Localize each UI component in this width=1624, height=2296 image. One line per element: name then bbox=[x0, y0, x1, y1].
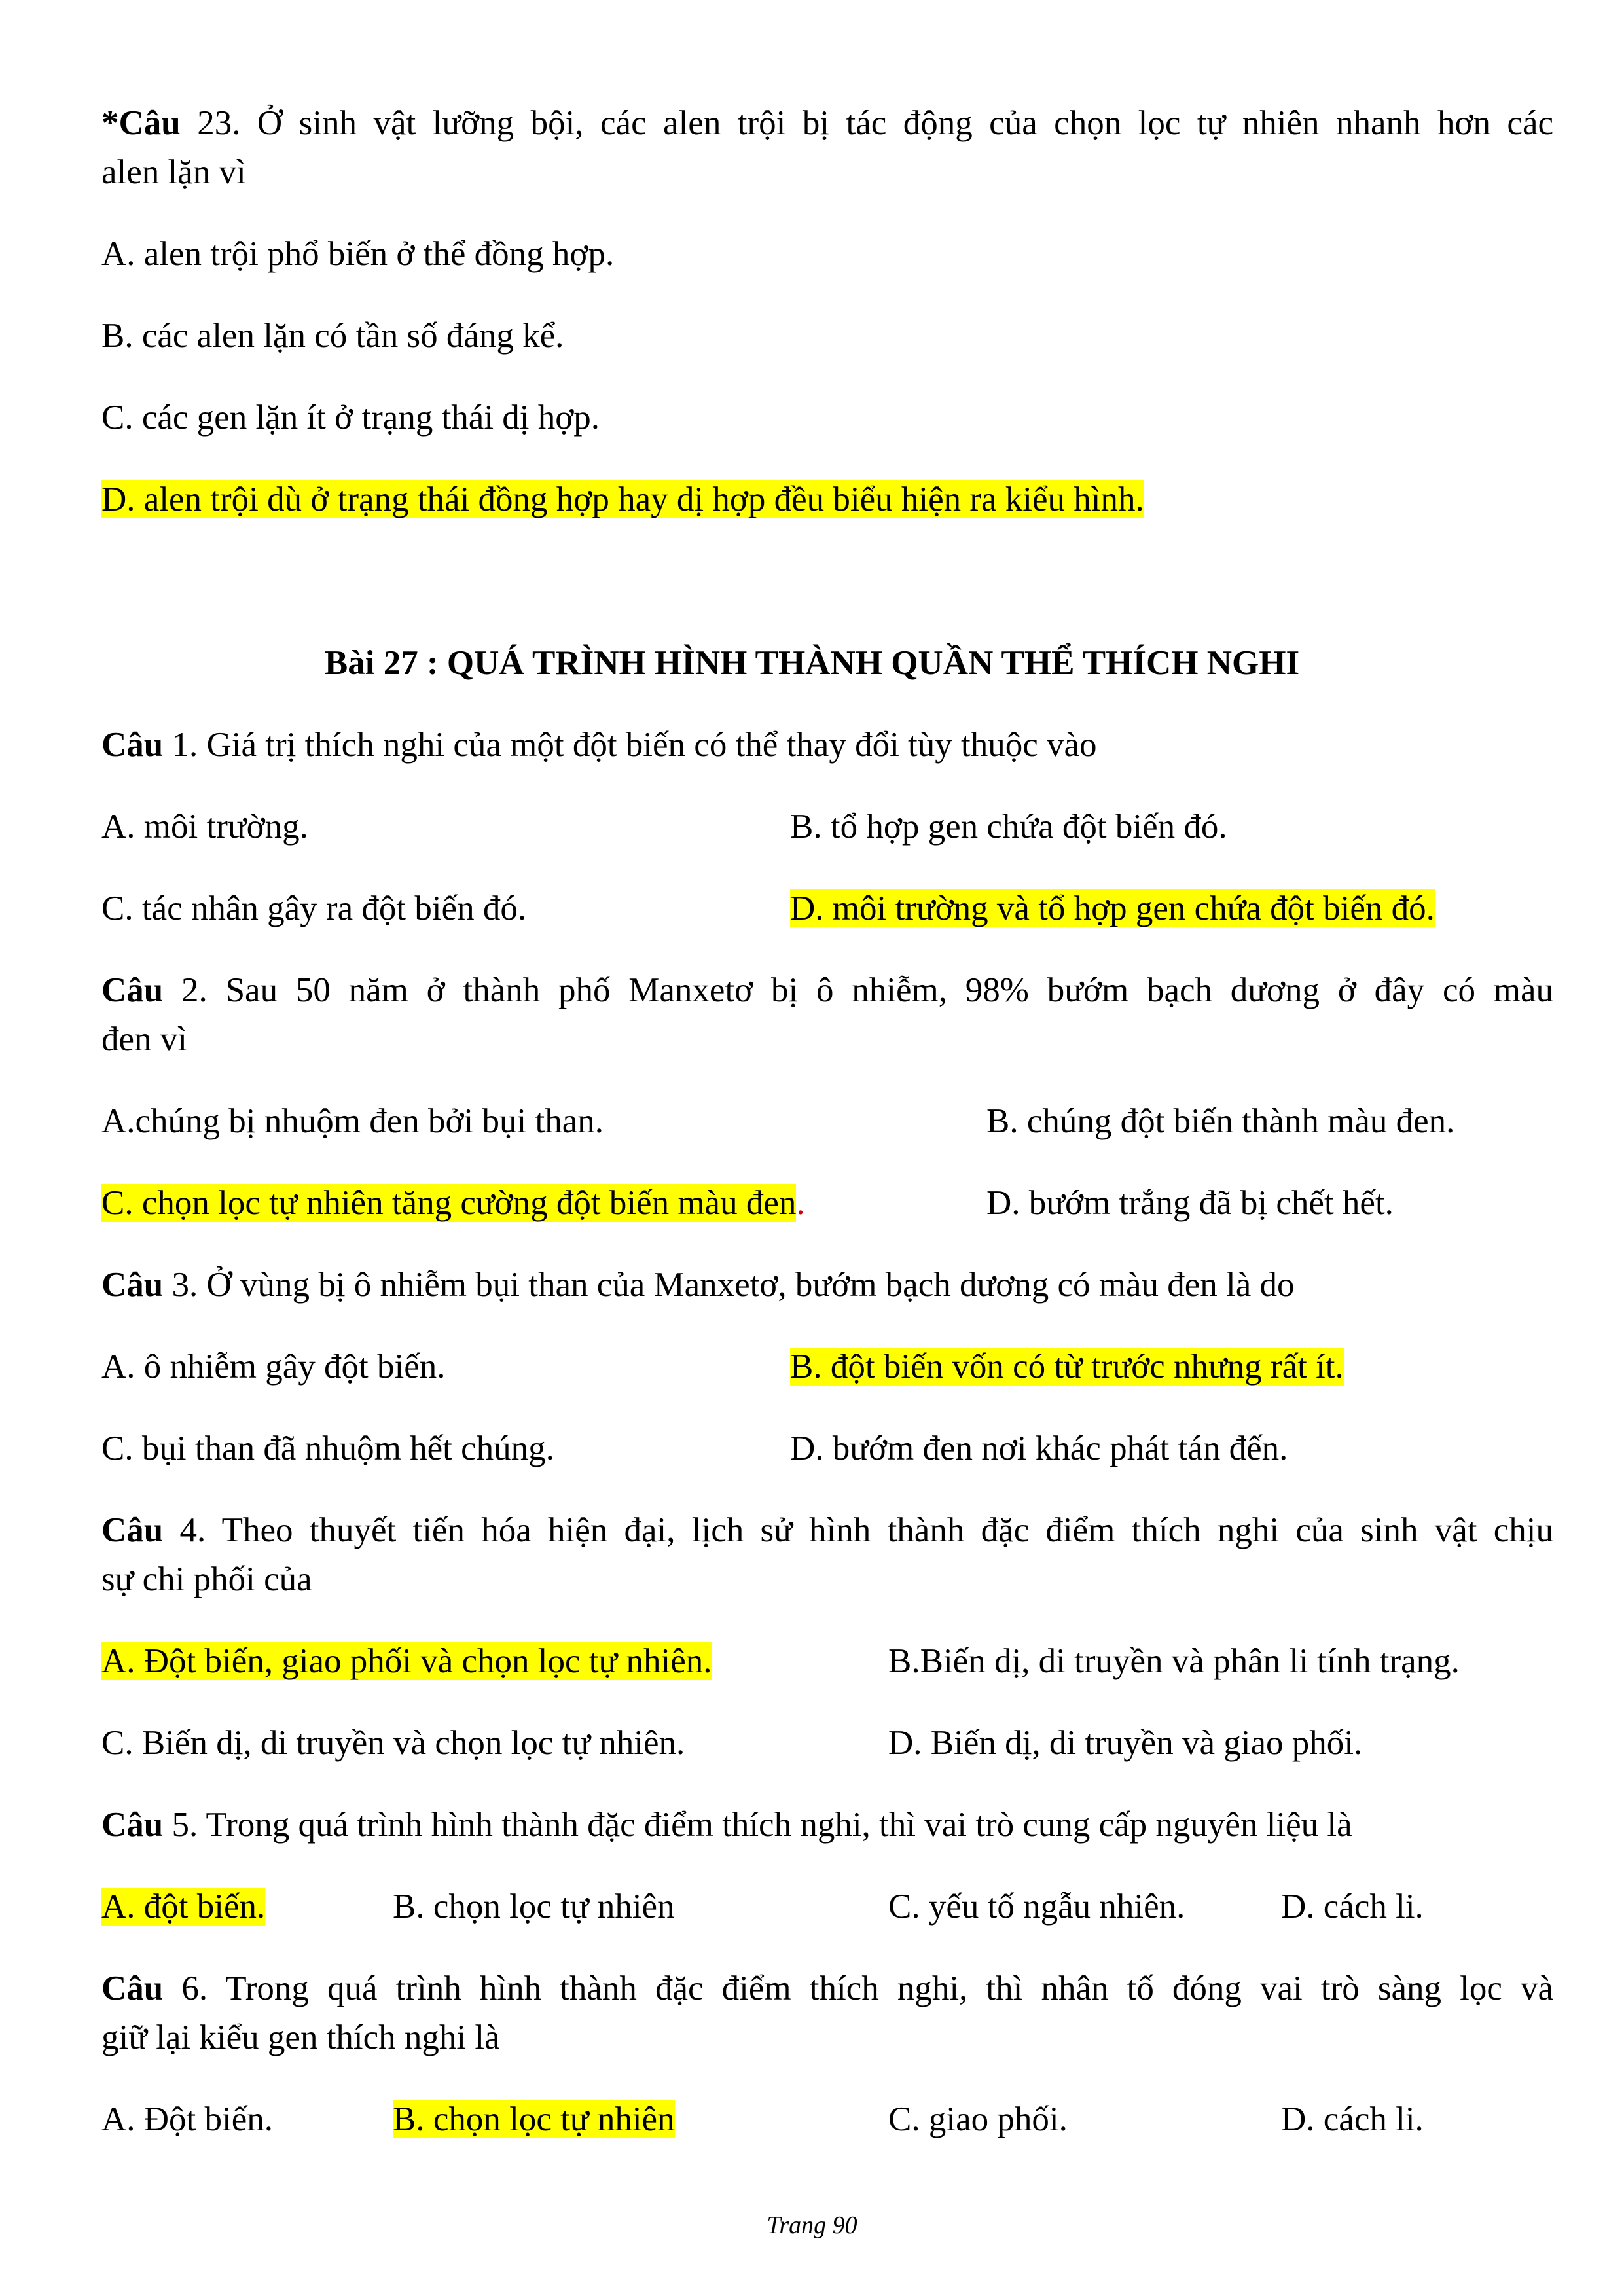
q6-answer-highlight: B. chọn lọc tự nhiên bbox=[393, 2100, 675, 2138]
q4-option-b: B.Biến dị, di truyền và phân li tính trạng. bbox=[888, 1642, 1460, 1680]
q23-answer-highlight: D. alen trội dù ở trạng thái đồng hợp hay dị hợp đều biểu hiện ra kiểu hình. bbox=[101, 480, 1144, 518]
q1-label: Câu bbox=[101, 726, 164, 764]
q1-option-c: C. tác nhân gây ra đột biến đó. bbox=[101, 889, 527, 927]
q4-option-c: C. Biến dị, di truyền và chọn lọc tự nhiên. bbox=[101, 1724, 685, 1762]
q4-stem-line1 bbox=[101, 1509, 1553, 1552]
q2-answer-highlight: C. chọn lọc tự nhiên tăng cường đột biến màu đen bbox=[101, 1184, 797, 1222]
q6-stem-line1 bbox=[101, 1967, 1553, 2010]
q1-option-d bbox=[790, 887, 1435, 930]
q5-stem bbox=[101, 1803, 1352, 1846]
q5-option-d: D. cách li. bbox=[1281, 1888, 1424, 1926]
q1-answer-highlight: D. môi trường và tổ hợp gen chứa đột biến đó. bbox=[790, 889, 1435, 927]
q2-stem-text: 2. Sau 50 năm ở thành phố Manxetơ bị ô nhiễm, 98% bướm bạch dương ở đây có màu bbox=[163, 971, 1553, 1009]
q2-option-b: B. chúng đột biến thành màu đen. bbox=[986, 1102, 1455, 1140]
q23-stem-line2: alen lặn vì bbox=[101, 153, 246, 191]
q4-stem-line2: sự chi phối của bbox=[101, 1560, 312, 1598]
q4-option-a bbox=[101, 1640, 712, 1683]
q2-option-c bbox=[101, 1181, 805, 1225]
q4-stem-text: 4. Theo thuyết tiến hóa hiện đại, lịch sử hình thành đặc điểm thích nghi của sinh vật chịu bbox=[163, 1511, 1553, 1549]
q3-stem-text: 3. Ở vùng bị ô nhiễm bụi than của Manxetơ, bướm bạch dương có màu đen là do bbox=[163, 1266, 1295, 1304]
q5-label: Câu bbox=[101, 1806, 164, 1844]
q2-stem-line2: đen vì bbox=[101, 1020, 187, 1058]
q4-option-d: D. Biến dị, di truyền và giao phối. bbox=[888, 1724, 1363, 1762]
q5-stem-text: 5. Trong quá trình hình thành đặc điểm thích nghi, thì vai trò cung cấp nguyên liệu là bbox=[163, 1806, 1352, 1844]
q3-label: Câu bbox=[101, 1266, 164, 1304]
q5-option-a bbox=[101, 1885, 265, 1928]
q3-option-c: C. bụi than đã nhuộm hết chúng. bbox=[101, 1429, 554, 1467]
q3-stem bbox=[101, 1263, 1295, 1306]
q3-answer-highlight: B. đột biến vốn có từ trước nhưng rất ít. bbox=[790, 1348, 1344, 1386]
q1-stem bbox=[101, 723, 1097, 766]
q23-number: 23. bbox=[180, 104, 241, 142]
q2-option-a: A.chúng bị nhuộm đen bởi bụi than. bbox=[101, 1102, 604, 1140]
q2-label: Câu bbox=[101, 971, 164, 1009]
q23-stem-line1 bbox=[101, 101, 1553, 145]
q1-option-b: B. tổ hợp gen chứa đột biến đó. bbox=[790, 808, 1227, 846]
q23-option-b: B. các alen lặn có tần số đáng kể. bbox=[101, 317, 564, 355]
q23-prefix: *Câu bbox=[101, 104, 181, 142]
page-number: Trang 90 bbox=[767, 2212, 857, 2239]
q23-stem-text: Ở sinh vật lưỡng bội, các alen trội bị tác động của chọn lọc tự nhiên nhanh hơn các bbox=[240, 104, 1553, 142]
q5-answer-highlight: A. đột biến. bbox=[101, 1888, 266, 1926]
lesson-title: Bài 27 : QUÁ TRÌNH HÌNH THÀNH QUẦN THỂ THÍCH NGHI bbox=[324, 644, 1300, 682]
q2-option-d: D. bướm trắng đã bị chết hết. bbox=[986, 1184, 1394, 1222]
q6-option-d: D. cách li. bbox=[1281, 2100, 1424, 2138]
q3-option-d: D. bướm đen nơi khác phát tán đến. bbox=[790, 1429, 1288, 1467]
q3-option-a: A. ô nhiễm gây đột biến. bbox=[101, 1348, 446, 1386]
q6-option-a: A. Đột biến. bbox=[101, 2100, 274, 2138]
q1-option-a: A. môi trường. bbox=[101, 808, 308, 846]
q6-label: Câu bbox=[101, 1969, 164, 2007]
q23-option-d bbox=[101, 478, 1144, 521]
q6-option-b bbox=[393, 2098, 675, 2141]
q23-option-a: A. alen trội phổ biến ở thể đồng hợp. bbox=[101, 235, 615, 273]
q6-stem-text: 6. Trong quá trình hình thành đặc điểm thích nghi, thì nhân tố đóng vai trò sàng lọc và bbox=[163, 1969, 1553, 2007]
q3-option-b bbox=[790, 1345, 1344, 1388]
q23-option-c: C. các gen lặn ít ở trạng thái dị hợp. bbox=[101, 399, 600, 437]
q2-answer-dot: . bbox=[796, 1184, 805, 1222]
q5-option-c: C. yếu tố ngẫu nhiên. bbox=[888, 1888, 1185, 1926]
q6-option-c: C. giao phối. bbox=[888, 2100, 1068, 2138]
q5-option-b: B. chọn lọc tự nhiên bbox=[393, 1888, 675, 1926]
q6-stem-line2: giữ lại kiểu gen thích nghi là bbox=[101, 2018, 500, 2056]
q4-answer-highlight: A. Đột biến, giao phối và chọn lọc tự nhiên. bbox=[101, 1642, 712, 1680]
q4-label: Câu bbox=[101, 1511, 164, 1549]
q1-stem-text: 1. Giá trị thích nghi của một đột biến có thể thay đổi tùy thuộc vào bbox=[163, 726, 1097, 764]
q2-stem-line1 bbox=[101, 969, 1553, 1012]
